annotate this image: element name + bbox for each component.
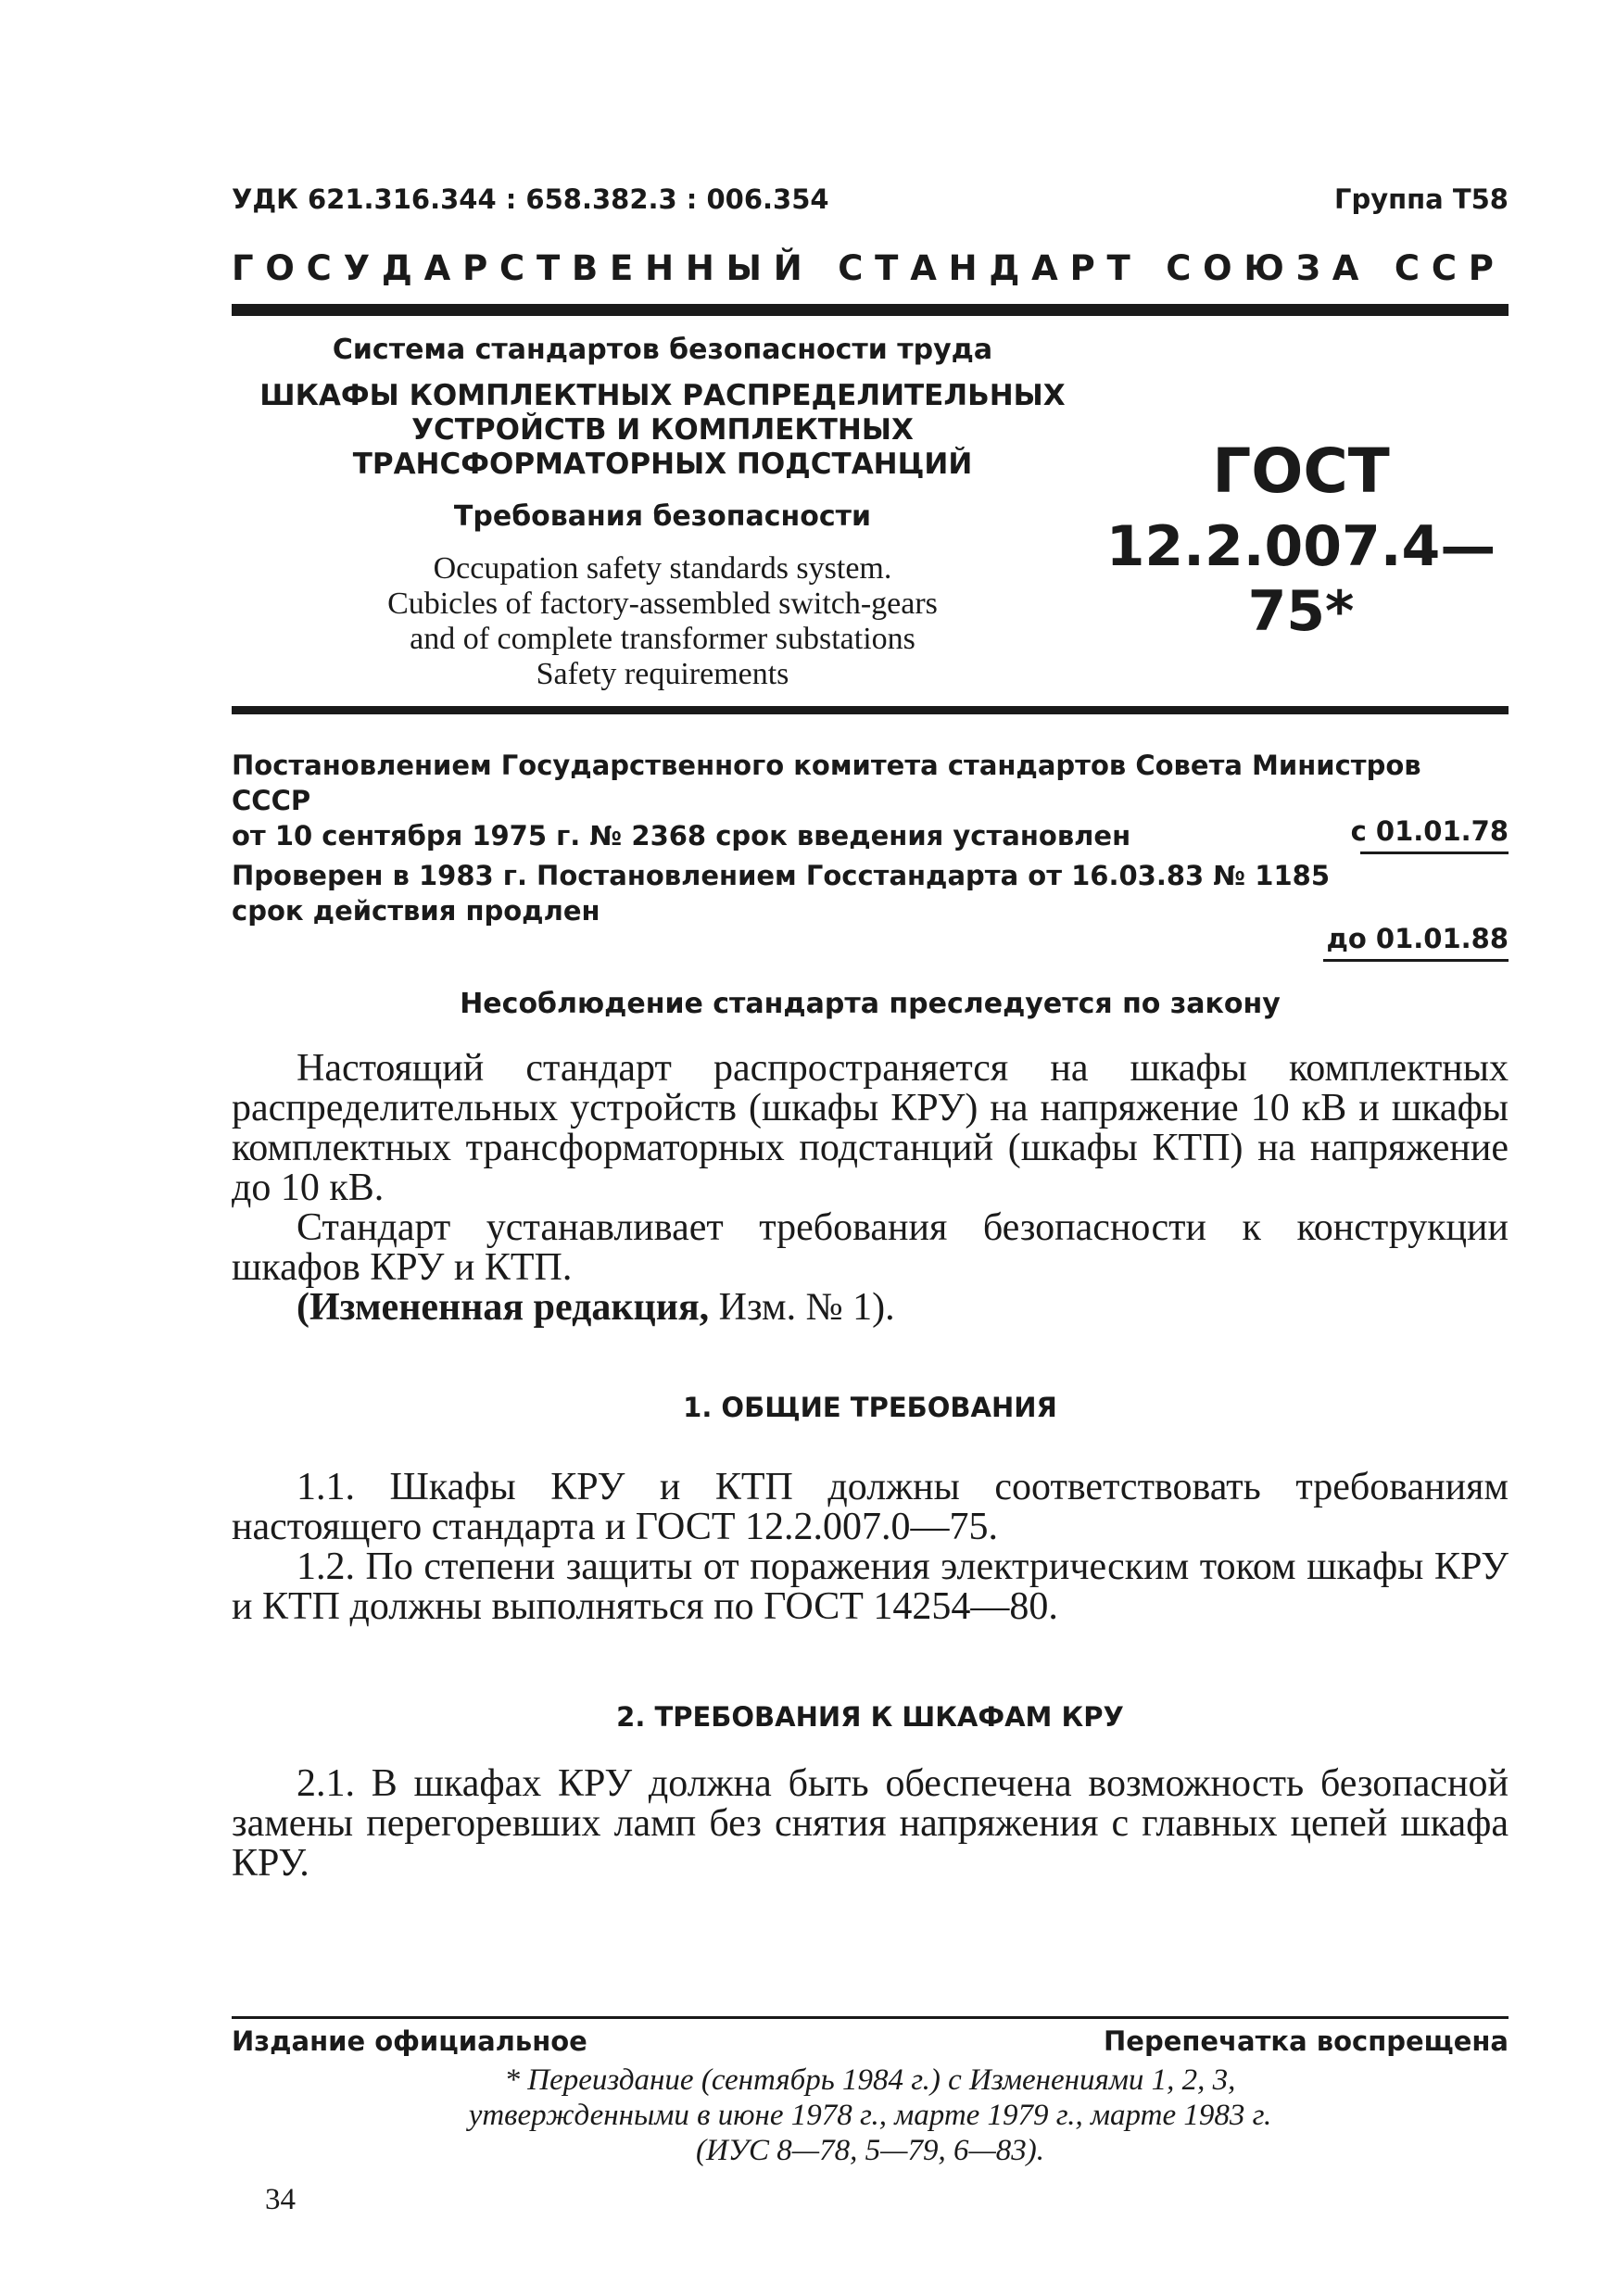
intro-paragraph: Стандарт устанавливает требования безопасности к конструкции шкафов КРУ и КТП. [232, 1206, 1509, 1289]
english-title-line: and of complete transformer substations [410, 622, 915, 656]
law-notice: Несоблюдение стандарта преследуется по закону [460, 988, 1281, 1020]
english-title-line: Cubicles of factory-assembled switch-gears [387, 587, 938, 621]
group-code: Группа Т58 [1333, 183, 1509, 215]
top-rule [232, 304, 1509, 316]
title-line: ШКАФЫ КОМПЛЕКТНЫХ РАСПРЕДЕЛИТЕЛЬНЫХ [259, 379, 1066, 412]
section-2-text [232, 1764, 1509, 1884]
intro-paragraph: Настоящий стандарт распространяется на шкафы комплектных распределительных устройств (шкафы КРУ) на напряжение 10 кВ и шкафы комплектных трансформаторных подстанций (шкафы КТП) на напряжение до 10 кВ. [232, 1047, 1509, 1209]
system-title: Система стандартов безопасности труда [332, 334, 993, 366]
checked-line: срок действия продлен [232, 895, 600, 927]
decree-line: от 10 сентября 1975 г. № 2368 срок введения установлен [232, 820, 1131, 852]
section-heading: 1. ОБЩИЕ ТРЕБОВАНИЯ [683, 1392, 1057, 1423]
checked-block [232, 858, 1509, 928]
footnote-line: утвержденными в июне 1978 г., марте 1979 г., марте 1983 г. [468, 2099, 1272, 2132]
intro-text [232, 1049, 1509, 1328]
section-1-text [232, 1468, 1509, 1627]
amendment-note-bold: (Измененная редакция, [297, 1286, 710, 1329]
extended-date-text: до 01.01.88 [1326, 923, 1509, 954]
english-title-line: Safety requirements [536, 657, 789, 691]
effective-date-underline [1360, 852, 1509, 854]
effective-date-text: с 01.01.78 [1350, 815, 1509, 847]
clause: 1.1. Шкафы КРУ и КТП должны соответствовать требованиям настоящего стандарта и ГОСТ 12.2.007.0—75. [232, 1466, 1509, 1548]
decree-block [232, 748, 1509, 853]
udk-code: УДК 621.316.344 : 658.382.3 : 006.354 [232, 183, 829, 215]
section-heading: 2. ТРЕБОВАНИЯ К ШКАФАМ КРУ [616, 1701, 1124, 1733]
clause: 1.2. По степени защиты от поражения электрическим током шкафы КРУ и КТП должны выполняться по ГОСТ 14254—80. [232, 1545, 1509, 1628]
footnote-line: * Переиздание (сентябрь 1984 г.) с Изменениями 1, 2, 3, [504, 2063, 1236, 2097]
title-line: УСТРОЙСТВ И КОМПЛЕКТНЫХ [411, 413, 914, 447]
standard-title [232, 379, 1093, 482]
english-title [232, 551, 1093, 692]
extended-date-underline [1323, 959, 1509, 962]
title-line: ТРАНСФОРМАТОРНЫХ ПОДСТАНЦИЙ [352, 448, 973, 481]
state-standard-heading: ГОСУДАРСТВЕННЫЙ СТАНДАРТ СОЮЗА ССР [232, 248, 1506, 288]
extended-date [1326, 923, 1509, 954]
decree-line: Постановлением Государственного комитета стандартов Совета Министров СССР [232, 750, 1421, 816]
page-number: 34 [265, 2183, 296, 2216]
amendment-note-rest: Изм. № 1). [709, 1286, 895, 1329]
official-edition: Издание официальное [232, 2025, 587, 2057]
effective-date [1351, 815, 1509, 847]
requirements-subtitle: Требования безопасности [453, 500, 872, 533]
amendment-note [232, 1288, 1509, 1328]
english-title-line: Occupation safety standards system. [433, 551, 892, 586]
footnote-line: (ИУС 8—78, 5—79, 6—83). [695, 2134, 1045, 2167]
gost-label: ГОСТ [1212, 435, 1390, 507]
clause: 2.1. В шкафах КРУ должна быть обеспечена возможность безопасной замены перегоревших ламп без снятия напряжения с главных цепей шкафа КРУ. [232, 1762, 1509, 1885]
footer-rule [232, 2016, 1509, 2019]
gost-number: 12.2.007.4—75* [1105, 514, 1496, 644]
footnote [232, 2063, 1509, 2168]
title-block [232, 334, 1093, 692]
title-bottom-rule [232, 706, 1509, 714]
reprint-notice: Перепечатка воспрещена [1104, 2025, 1509, 2057]
checked-line: Проверен в 1983 г. Постановлением Госстандарта от 16.03.83 № 1185 [232, 860, 1331, 891]
